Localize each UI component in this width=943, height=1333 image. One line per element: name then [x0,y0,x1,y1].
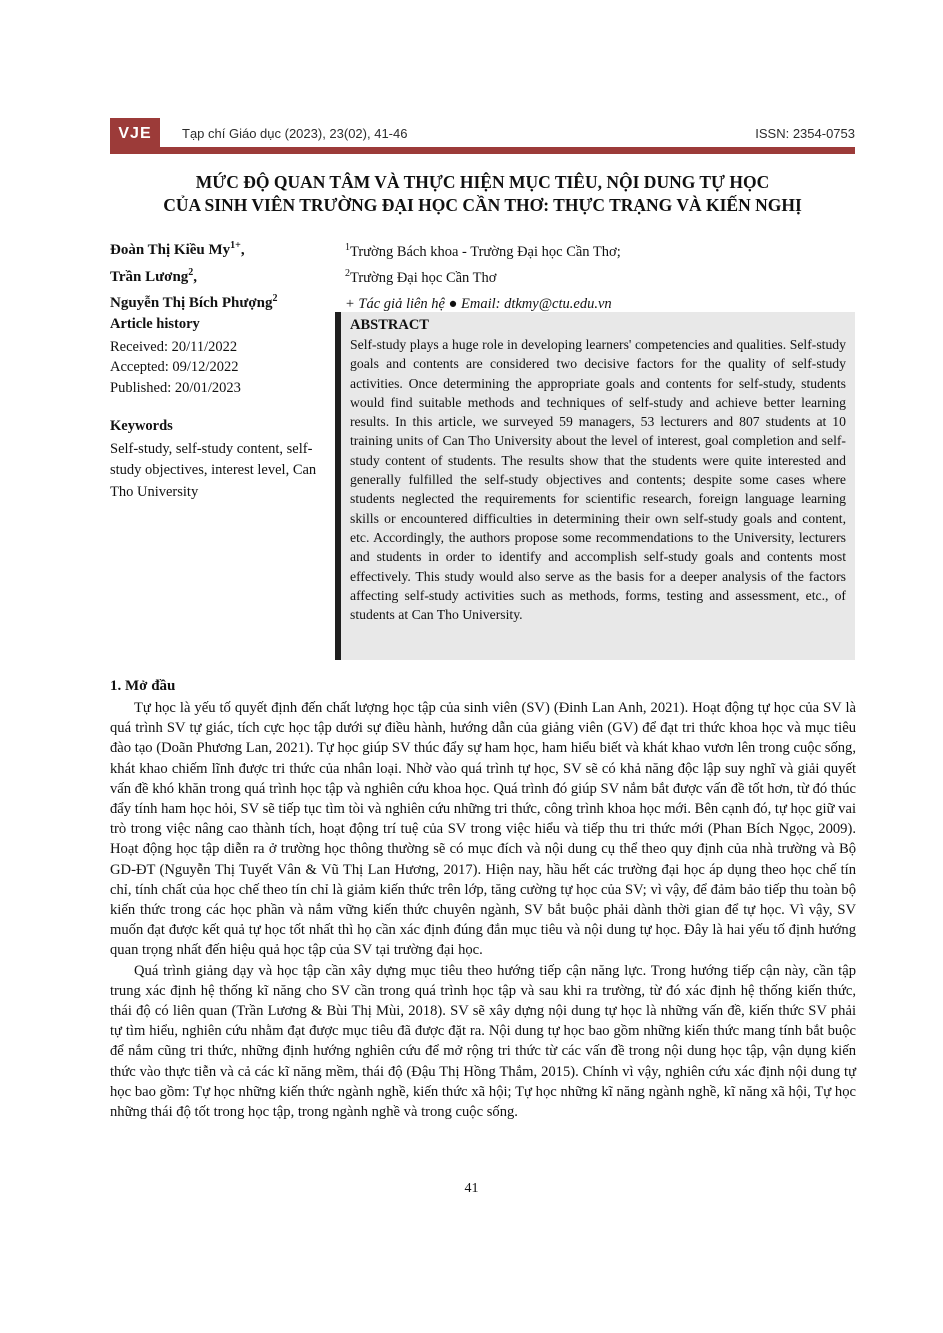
vje-logo [110,118,160,150]
author-affil-sup: 2 [272,293,278,304]
affiliation-line: $^2$Trường Đại học Cần Thơ [345,268,497,286]
section-1-heading: 1. Mở đầu [110,678,176,694]
abstract-heading: ABSTRACT [350,317,429,333]
abstract-text: Self-study plays a huge role in developing learners' competencies and qualities. Self-study goals and contents are considered two decisive factors for the quality of self-study activities. Once determining the appropriate goals and contents for self-study, students would find suitable methods and techniques of self-study and achieve better learning results. In this article, we surveyed 59 managers, 53 lecturers and 807 students at 10 training units of Can Tho University about the level of interest, goal completion and self-study content of students. The results show that the students were quite interested and generally fulfilled the self-study objectives and contents; despite some cases where students neglected the requirements for scientific research, foreign language learning skills or encountered difficulties in determining their own self-study goals and content, etc. Accordingly, the authors propose some recommendations to the University, lecturers and students in order to identify and accomplish self-study goals and contents most effectively. This study would also serve as the basis for a deeper analysis of the factors affecting self-study activities such as methods, forms, testing and assessment, etc., of students at Can Tho University. [350,337,846,623]
article-title [99,171,866,217]
corresponding-author-line: + Tác giả liên hệ ● Email: dtkmy@ctu.edu.vn [345,296,612,312]
author-affil-sup: 2 [188,266,194,278]
affiliation-line: $^1$Trường Bách khoa - Trường Đại học Cần Thơ; [345,242,621,260]
article-title-line1: MỨC ĐỘ QUAN TÂM VÀ THỰC HIỆN MỤC TIÊU, NỘI DUNG TỰ HỌC [195,172,770,192]
body-column [110,678,856,1122]
meta-column [110,314,328,503]
published-date: Published: 20/01/2023 [110,379,241,396]
author-name: Nguyễn Thị Bích Phượng$^2$ [110,293,278,311]
article-history-heading: Article history [110,316,200,332]
author-name: Trần Lương$^2$, [110,266,198,285]
body-paragraph-1: Tự học là yếu tố quyết định đến chất lượng học tập của sinh viên (SV) (Đinh Lan Anh, 2021). Hoạt động tự học của SV là quá trình SV tự giác, tích cực học tập dưới sự điều hành, hướng dẫn của giảng viên (GV) để đạt tri thức khoa học và mục tiêu đào tạo (Doãn Phương Lan, 2021). Tự học giúp SV thúc đẩy sự ham học, ham hiểu biết và khát khao vươn lên trong cuộc sống, khát khao chiếm lĩnh được tri thức của nhân loại. Nhờ vào quá trình tự học, SV sẽ có khả năng độc lập suy nghĩ và giải quyết vấn đề khó khăn trong quá trình học tập và nghiên cứu khoa học. Quá trình đó giúp SV nắm bắt được vấn đề tốt hơn, từ đó thúc đẩy tính ham học hỏi, SV sẽ tiếp tục tìm tòi và nghiên cứu những tri thức, công trình khoa học mới. Bên cạnh đó, tự học giữ vai trò trong việc nâng cao thành tích, hoạt động trí tuệ của SV trong việc hiểu và tiếp thu tri thức mới (Phan Bích Ngọc, 2009). Hoạt động học tập diễn ra ở trường học thông thường sẽ có mục đích và nội dung cụ thể theo quy định của nhà trường và Bộ GD-ĐT (Nguyễn Thị Tuyết Vân & Vũ Thị Lan Hương, 2017). Hiện nay, hầu hết các trường đại học áp dụng theo học chế tín chỉ, tính chất của học chế theo tín chỉ là giảm kiến thức trên lớp, tăng cường tự học của SV; vì vậy, để đảm bảo tiếp thu toàn bộ kiến thức trong các học phần và nắm vững kiến thức chuyên ngành, SV bắt buộc phải dành thời gian để tự học. Vì vậy, SV muốn đạt được kết quả tự học tốt nhất thì họ cần xác định đúng đắn mục tiêu và nội dung tự học. Đây là hai yếu tố định hướng quan trọng nhất đến hiệu quả học tập của SV tại trường đại học. [110,700,856,959]
accepted-date: Accepted: 09/12/2022 [110,359,239,375]
body-paragraph-2: Quá trình giảng dạy và học tập cần xây dựng mục tiêu theo hướng tiếp cận năng lực. Trong hướng tiếp cận này, cần tập trung xác định hệ thống kĩ năng cho SV cần trong quá trình học tập và sau khi ra trường, từ đó xác định hệ thống kiến thức, thái độ có liên quan (Trần Lương & Bùi Thị Mùi, 2018). SV sẽ xây dựng nội dung tự học là những vấn đề, kiến thức SV phải tự tìm hiểu, nghiên cứu nhằm đạt được mục tiêu đã được đặt ra. Nội dung tự học bao gồm những kiến thức mang tính bắt buộc để nắm cũng tri thức, những định hướng nghiên cứu để mở rộng tri thức từ các vấn đề trong nội dung học tập, vận dụng kiến thức vào thực tiễn và cả các kĩ năng mềm, thái độ (Đậu Thị Hồng Thắm, 2015). Chính vì vậy, nghiên cứu xác định nội dung tự học bao gồm: Tự học những kiến thức ngành nghề, kiến thức xã hội; Tự học những kĩ năng ngành nghề, kĩ năng xã hội, Tự học những thái độ tốt trong học tập, trong ngành nghề và trong cuộc sống. [110,962,856,1121]
issn-label: ISSN: 2354-0753 [755,126,855,141]
keywords-heading: Keywords [110,418,173,434]
author-list [110,237,335,317]
vje-logo-text: VJE [118,125,152,142]
author-affil-sup: 1+ [230,240,241,251]
journal-citation: Tạp chí Giáo dục (2023), 23(02), 41-46 [182,126,408,141]
page-number: 41 [464,1181,479,1196]
received-date: Received: 20/11/2022 [110,338,238,355]
author-name: Đoàn Thị Kiều $My^{1+}$, [110,240,245,258]
header-rule [110,147,855,154]
article-title-line2: CỦA SINH VIÊN TRƯỜNG ĐẠI HỌC CẦN THƠ: THỰC TRẠNG VÀ KIẾN NGHỊ [163,195,802,215]
abstract-box [335,312,855,660]
affiliation-list [345,239,775,317]
keywords-text: Self-study, self-study content, self-study objectives, interest level, Can Tho University [110,440,317,500]
